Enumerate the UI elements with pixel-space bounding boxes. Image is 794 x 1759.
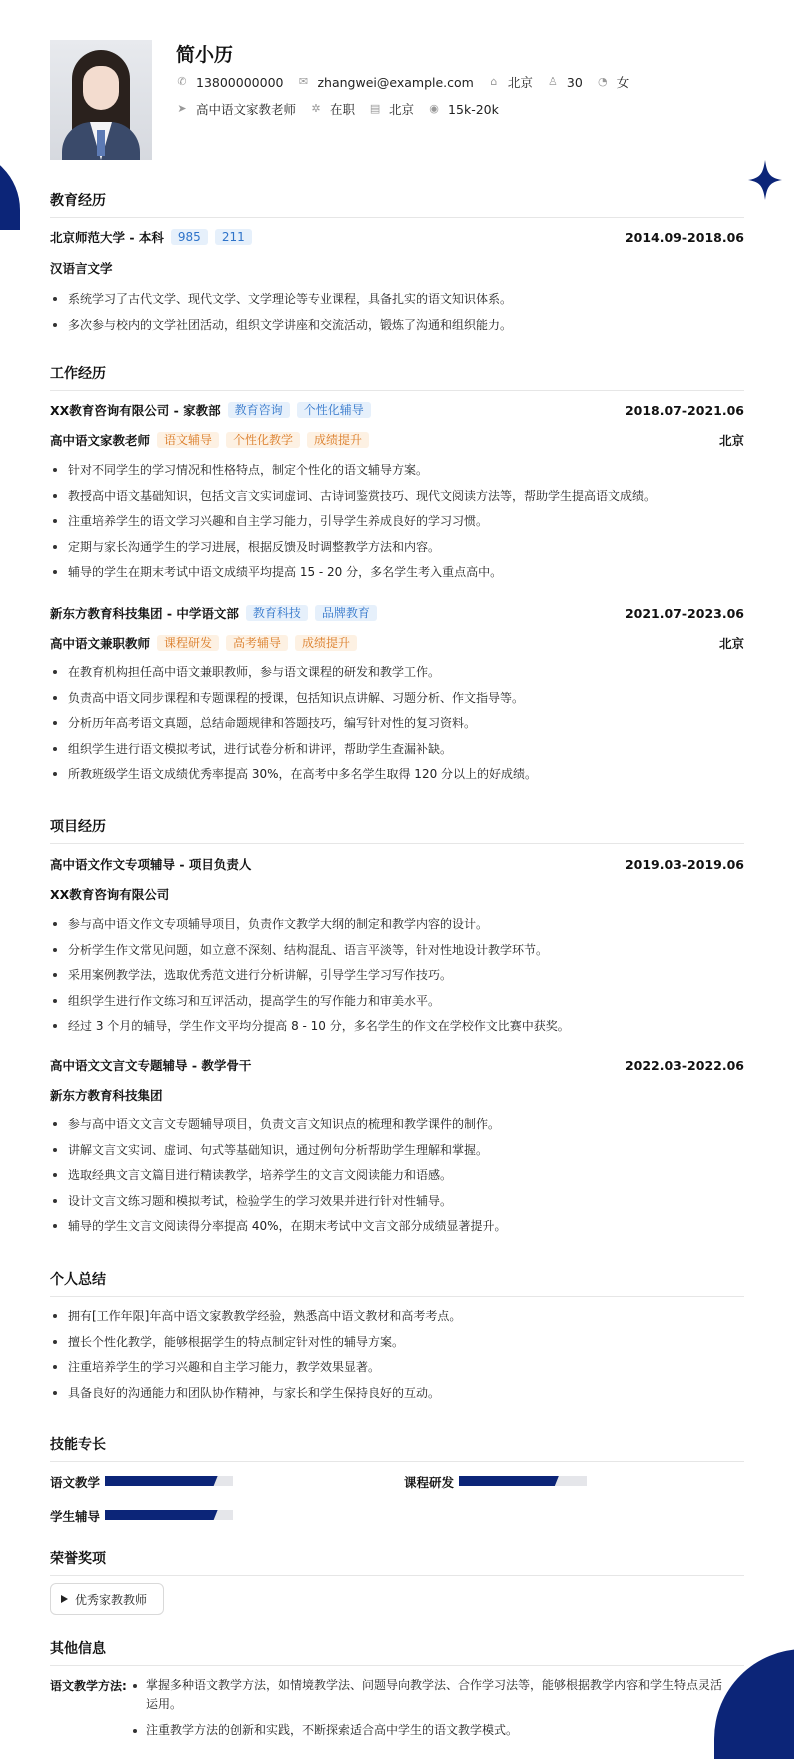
list-item: 辅导的学生文言文阅读得分率提高 40%，在期末考试中文言文部分成绩显著提升。 xyxy=(50,1217,744,1243)
salary-icon: ◉ xyxy=(429,102,439,115)
list-item: 在教育机构担任高中语文兼职教师，参与语文课程的研发和教学工作。 xyxy=(50,663,744,689)
age-icon: ♙ xyxy=(547,75,558,88)
list-item: 分析学生作文常见问题，如立意不深刻、结构混乱、语言平淡等，针对性地设计教学环节。 xyxy=(50,941,744,967)
gender-icon: ◔ xyxy=(597,75,608,88)
awards-section xyxy=(50,1548,744,1576)
skill-item xyxy=(404,1473,454,1491)
project-date: 2022.03-2022.06 xyxy=(624,1057,744,1073)
skills-section xyxy=(50,1434,744,1462)
school-tag: 985 xyxy=(171,229,208,245)
mail-icon: ✉ xyxy=(298,75,309,88)
job-company-row xyxy=(50,604,744,622)
profile-photo xyxy=(50,40,152,160)
job-company-row xyxy=(50,401,744,419)
skill-bar-fill xyxy=(459,1476,559,1486)
skill-bar xyxy=(105,1510,233,1520)
list-item: 系统学习了古代文学、现代文学、文学理论等专业课程，具备扎实的语文知识体系。 xyxy=(50,290,744,316)
job-bullets xyxy=(50,461,744,589)
list-item: 组织学生进行语文模拟考试，进行试卷分析和讲评，帮助学生查漏补缺。 xyxy=(50,740,744,766)
major-row xyxy=(50,259,744,277)
school-tag: 211 xyxy=(215,229,252,245)
skill-item xyxy=(50,1507,100,1525)
phone-icon: ✆ xyxy=(177,75,187,88)
role-tag: 语文辅导 xyxy=(157,432,219,448)
status-icon: ✲ xyxy=(311,102,321,115)
job-bullets xyxy=(50,663,744,791)
role-name: 高中语文兼职教师 xyxy=(50,636,151,651)
company-tag: 个性化辅导 xyxy=(297,402,371,418)
job-title-value: 高中语文家教老师 xyxy=(196,102,297,117)
award-name: 优秀家教教师 xyxy=(75,1592,148,1607)
list-item: 掌握多种语文教学方法，如情境教学法、问题导向教学法、合作学习法等，能够根据教学内容和学生特点灵活运用。 xyxy=(130,1676,730,1714)
role-tag: 高考辅导 xyxy=(226,635,288,651)
job-city: 北京 xyxy=(718,433,744,448)
list-item: 选取经典文言文篇目进行精读教学，培养学生的文言文阅读能力和语感。 xyxy=(50,1166,744,1192)
project-org: 新东方教育科技集团 xyxy=(50,1088,163,1103)
list-item: 负责高中语文同步课程和专题课程的授课，包括知识点讲解、习题分析、作文指导等。 xyxy=(50,689,744,715)
skill-name: 学生辅导 xyxy=(50,1509,101,1524)
role-tag: 个性化教学 xyxy=(226,432,300,448)
list-item: 讲解文言文实词、虚词、句式等基础知识，通过例句分析帮助学生理解和掌握。 xyxy=(50,1141,744,1167)
work-section xyxy=(50,363,744,391)
project-bullets xyxy=(50,915,744,1043)
gender-value: 女 xyxy=(616,75,630,90)
project-org: XX教育咨询有限公司 xyxy=(50,887,170,902)
company-tag: 品牌教育 xyxy=(315,605,377,621)
company-tag: 教育科技 xyxy=(246,605,308,621)
education-section xyxy=(50,190,744,218)
company-name: 新东方教育科技集团 - 中学语文部 xyxy=(50,606,239,621)
contact-row xyxy=(176,73,643,91)
list-item: 设计文言文练习题和模拟考试，检验学生的学习效果并进行针对性辅导。 xyxy=(50,1192,744,1218)
education-row xyxy=(50,228,744,246)
home-icon: ⌂ xyxy=(490,75,498,88)
list-item: 教授高中语文基础知识，包括文言文实词虚词、古诗词鉴赏技巧、现代文阅读方法等，帮助学生提高语文成绩。 xyxy=(50,487,744,513)
list-item: 辅导的学生在期末考试中语文成绩平均提高 15 - 20 分，多名学生考入重点高中。 xyxy=(50,563,744,589)
project-row xyxy=(50,855,744,873)
section-title: 教育经历 xyxy=(50,190,744,218)
major-name: 汉语言文学 xyxy=(50,261,113,276)
play-icon xyxy=(61,1595,68,1603)
skill-name: 语文教学 xyxy=(50,1475,101,1490)
skill-bar xyxy=(459,1476,587,1486)
project-row xyxy=(50,1056,744,1074)
list-item: 定期与家长沟通学生的学习进展，根据反馈及时调整教学方法和内容。 xyxy=(50,538,744,564)
projects-section xyxy=(50,816,744,844)
status-value: 在职 xyxy=(330,102,356,117)
school-name: 北京师范大学 - 本科 xyxy=(50,230,164,245)
building-icon: ▤ xyxy=(369,102,381,115)
summary-bullets xyxy=(50,1307,744,1409)
list-item: 针对不同学生的学习情况和性格特点，制定个性化的语文辅导方案。 xyxy=(50,461,744,487)
role-name: 高中语文家教老师 xyxy=(50,433,151,448)
company-name: XX教育咨询有限公司 - 家教部 xyxy=(50,403,221,418)
resume-header xyxy=(50,0,744,175)
summary-section xyxy=(50,1269,744,1297)
job-date: 2018.07-2021.06 xyxy=(624,402,744,418)
list-item: 采用案例教学法，选取优秀范文进行分析讲解，引导学生学习写作技巧。 xyxy=(50,966,744,992)
project-date: 2019.03-2019.06 xyxy=(624,856,744,872)
candidate-name: 简小历 xyxy=(176,44,234,66)
phone-value: 13800000000 xyxy=(196,74,284,90)
skill-name: 课程研发 xyxy=(404,1475,455,1490)
list-item: 注重教学方法的创新和实践，不断探索适合高中学生的语文教学模式。 xyxy=(130,1721,730,1740)
role-tag: 成绩提升 xyxy=(307,432,369,448)
email-value: zhangwei@example.com xyxy=(317,74,474,90)
other-label: 语文教学方法: xyxy=(50,1679,127,1693)
job-intent-row xyxy=(176,100,513,118)
project-org-row xyxy=(50,1086,744,1104)
list-item: 所教班级学生语文成绩优秀率提高 30%，在高考中多名学生取得 120 分以上的好成绩。 xyxy=(50,765,744,791)
skill-bar-fill xyxy=(105,1476,218,1486)
project-name: 高中语文作文专项辅导 - 项目负责人 xyxy=(50,857,252,872)
sparkle-icon xyxy=(748,160,782,200)
project-name: 高中语文文言文专题辅导 - 教学骨干 xyxy=(50,1058,252,1073)
job-city: 北京 xyxy=(718,636,744,651)
award-item xyxy=(50,1583,164,1615)
job-role-row xyxy=(50,431,744,449)
location-value: 北京 xyxy=(507,75,533,90)
skill-bar-fill xyxy=(105,1510,218,1520)
project-org-row xyxy=(50,885,744,903)
other-bullets xyxy=(130,1676,730,1747)
section-title: 个人总结 xyxy=(50,1269,744,1297)
send-icon: ➤ xyxy=(177,102,187,115)
list-item: 注重培养学生的学习兴趣和自主学习能力，教学效果显著。 xyxy=(50,1358,744,1384)
list-item: 组织学生进行作文练习和互评活动，提高学生的写作能力和审美水平。 xyxy=(50,992,744,1018)
company-tag: 教育咨询 xyxy=(228,402,290,418)
target-city-value: 北京 xyxy=(389,102,415,117)
resume-page xyxy=(50,0,744,1737)
list-item: 分析历年高考语文真题，总结命题规律和答题技巧，编写针对性的复习资料。 xyxy=(50,714,744,740)
list-item: 参与高中语文文言文专题辅导项目，负责文言文知识点的梳理和教学课件的制作。 xyxy=(50,1115,744,1141)
decor-shape-top-left xyxy=(0,150,20,230)
role-tag: 成绩提升 xyxy=(295,635,357,651)
section-title: 荣誉奖项 xyxy=(50,1548,744,1576)
salary-value: 15k-20k xyxy=(448,101,499,117)
role-tag: 课程研发 xyxy=(157,635,219,651)
list-item: 经过 3 个月的辅导，学生作文平均分提高 8 - 10 分，多名学生的作文在学校作文比赛中获奖。 xyxy=(50,1017,744,1043)
job-role-row xyxy=(50,634,744,652)
list-item: 拥有[工作年限]年高中语文家教教学经验，熟悉高中语文教材和高考考点。 xyxy=(50,1307,744,1333)
section-title: 项目经历 xyxy=(50,816,744,844)
age-value: 30 xyxy=(566,74,583,90)
list-item: 参与高中语文作文专项辅导项目，负责作文教学大纲的制定和教学内容的设计。 xyxy=(50,915,744,941)
skill-item xyxy=(50,1473,100,1491)
job-date: 2021.07-2023.06 xyxy=(624,605,744,621)
education-date: 2014.09-2018.06 xyxy=(624,229,744,245)
list-item: 擅长个性化教学，能够根据学生的特点制定针对性的辅导方案。 xyxy=(50,1333,744,1359)
section-title: 技能专长 xyxy=(50,1434,744,1462)
other-section xyxy=(50,1638,744,1666)
skill-bar xyxy=(105,1476,233,1486)
list-item: 注重培养学生的语文学习兴趣和自主学习能力，引导学生养成良好的学习习惯。 xyxy=(50,512,744,538)
section-title: 工作经历 xyxy=(50,363,744,391)
project-bullets xyxy=(50,1115,744,1243)
section-title: 其他信息 xyxy=(50,1638,744,1666)
education-bullets xyxy=(50,290,744,341)
list-item: 多次参与校内的文学社团活动，组织文学讲座和交流活动，锻炼了沟通和组织能力。 xyxy=(50,316,744,342)
list-item: 具备良好的沟通能力和团队协作精神，与家长和学生保持良好的互动。 xyxy=(50,1384,744,1410)
